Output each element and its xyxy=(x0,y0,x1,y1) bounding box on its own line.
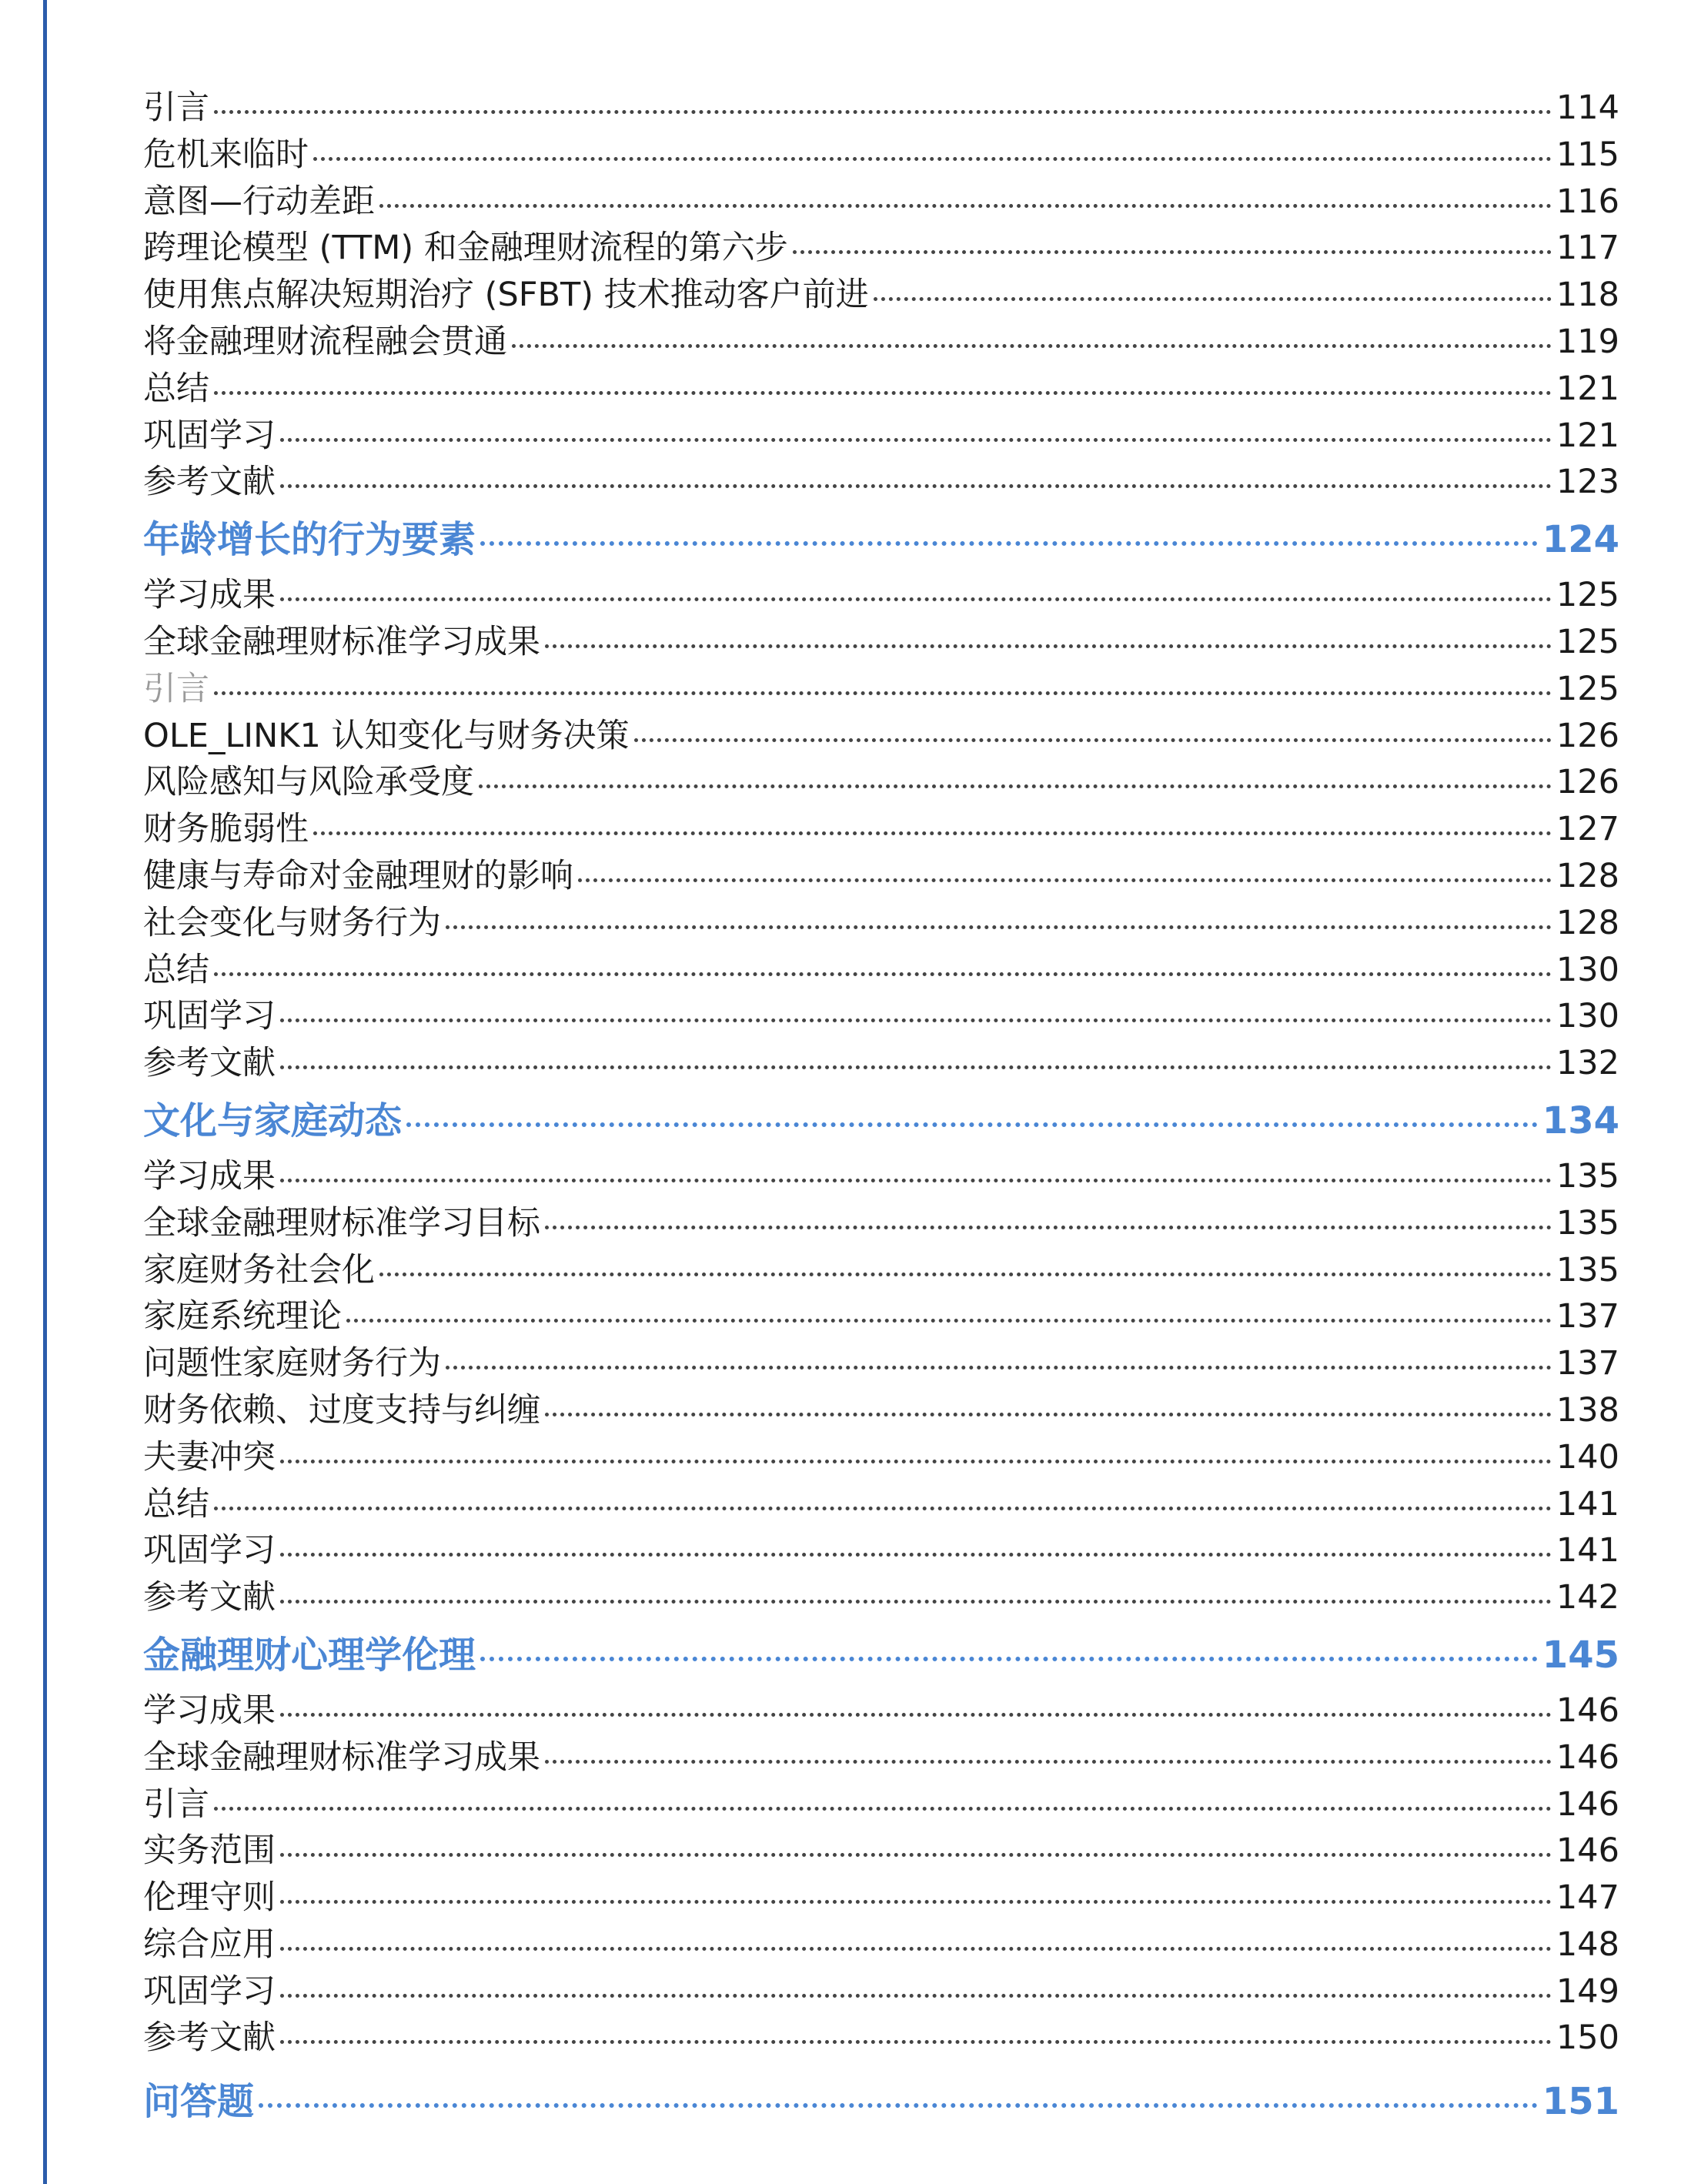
table-of-contents xyxy=(143,85,1619,2134)
toc-dot-leader xyxy=(313,831,1552,835)
toc-entry[interactable] xyxy=(143,1875,1619,1921)
toc-dot-leader xyxy=(280,1900,1552,1904)
toc-dot-leader xyxy=(545,644,1552,648)
toc-dot-leader xyxy=(280,1018,1552,1022)
toc-entry-title: 财务依赖、过度支持与纠缠 xyxy=(143,1390,540,1430)
toc-page-number: 141 xyxy=(1556,1531,1619,1570)
toc-entry[interactable] xyxy=(143,1781,1619,1828)
toc-entry-title: 参考文献 xyxy=(143,2018,276,2058)
toc-dot-leader xyxy=(280,1065,1552,1069)
toc-entry[interactable] xyxy=(143,179,1619,226)
toc-entry[interactable] xyxy=(143,1574,1619,1621)
toc-page-number: 126 xyxy=(1556,763,1619,802)
toc-entry[interactable] xyxy=(143,713,1619,760)
toc-page-number: 135 xyxy=(1556,1156,1619,1196)
toc-entry[interactable] xyxy=(143,1387,1619,1434)
toc-entry-title: 全球金融理财标准学习目标 xyxy=(143,1203,540,1243)
toc-page-number: 147 xyxy=(1556,1878,1619,1918)
toc-entry-title: 总结 xyxy=(143,1484,209,1523)
toc-entry-title: 家庭财务社会化 xyxy=(143,1250,375,1289)
toc-dot-leader xyxy=(379,1273,1552,1276)
toc-dot-leader xyxy=(280,1853,1552,1857)
toc-page-number: 150 xyxy=(1556,2018,1619,2058)
toc-page-number: 121 xyxy=(1556,369,1619,408)
toc-dot-leader xyxy=(634,738,1552,742)
toc-dot-leader xyxy=(446,1366,1552,1370)
toc-entry-title: 问题性家庭财务行为 xyxy=(143,1344,441,1383)
toc-page-number: 127 xyxy=(1556,810,1619,849)
toc-dot-leader xyxy=(214,691,1552,695)
toc-entry[interactable] xyxy=(143,1153,1619,1200)
toc-entry[interactable] xyxy=(143,1527,1619,1574)
toc-entry[interactable] xyxy=(143,225,1619,272)
toc-entry[interactable] xyxy=(143,413,1619,460)
toc-entry-title: 使用焦点解决短期治疗 (SFBT) 技术推动客户前进 xyxy=(143,276,869,315)
toc-dot-leader xyxy=(214,1807,1552,1811)
toc-entry-title: 伦理守则 xyxy=(143,1878,276,1918)
toc-chapter-heading[interactable] xyxy=(143,2079,1619,2125)
toc-entry-title: 全球金融理财标准学习成果 xyxy=(143,622,540,661)
toc-page-number: 123 xyxy=(1556,463,1619,502)
toc-entry-title: 学习成果 xyxy=(143,1691,276,1730)
toc-dot-leader xyxy=(346,1319,1552,1323)
toc-entry[interactable] xyxy=(143,806,1619,853)
toc-dot-leader xyxy=(280,438,1552,442)
toc-page-number: 119 xyxy=(1556,322,1619,361)
toc-entry-title: OLE_LINK1 认知变化与财务决策 xyxy=(143,716,630,755)
toc-entry[interactable] xyxy=(143,993,1619,1040)
toc-entry[interactable] xyxy=(143,1293,1619,1340)
toc-entry-title: 实务范围 xyxy=(143,1831,276,1871)
toc-chapter-heading[interactable] xyxy=(143,517,1619,563)
toc-entry-title: 引言 xyxy=(143,669,209,708)
toc-dot-leader xyxy=(280,1994,1552,1998)
toc-page-number: 121 xyxy=(1556,416,1619,455)
toc-dot-leader xyxy=(214,110,1552,114)
toc-entry[interactable] xyxy=(143,947,1619,994)
toc-page-number: 130 xyxy=(1556,997,1619,1036)
toc-entry[interactable] xyxy=(143,85,1619,132)
toc-dot-leader xyxy=(313,157,1552,161)
toc-page-number: 115 xyxy=(1556,135,1619,174)
toc-dot-leader xyxy=(480,1657,1538,1661)
toc-dot-leader xyxy=(214,391,1552,395)
toc-chapter-heading[interactable] xyxy=(143,1632,1619,1678)
toc-entry[interactable] xyxy=(143,619,1619,666)
toc-entry-title: 引言 xyxy=(143,89,209,127)
toc-page-number: 145 xyxy=(1542,1633,1619,1677)
toc-entry-title: 综合应用 xyxy=(143,1925,276,1964)
toc-page-number: 116 xyxy=(1556,182,1619,221)
toc-dot-leader xyxy=(406,1122,1538,1127)
toc-page-number: 149 xyxy=(1556,1972,1619,2011)
toc-dot-leader xyxy=(874,297,1552,301)
toc-page-number: 140 xyxy=(1556,1437,1619,1477)
toc-entry[interactable] xyxy=(143,1247,1619,1294)
toc-entry[interactable] xyxy=(143,1434,1619,1481)
toc-dot-leader xyxy=(545,1413,1552,1416)
toc-page-number: 146 xyxy=(1556,1738,1619,1777)
toc-page-number: 148 xyxy=(1556,1925,1619,1964)
toc-entry[interactable] xyxy=(143,459,1619,506)
toc-page-number: 130 xyxy=(1556,950,1619,989)
toc-entry[interactable] xyxy=(143,319,1619,366)
toc-page-number: 138 xyxy=(1556,1390,1619,1430)
toc-page-number: 124 xyxy=(1542,518,1619,562)
toc-entry[interactable] xyxy=(143,1340,1619,1387)
toc-entry[interactable] xyxy=(143,1481,1619,1528)
toc-entry-title: 巩固学习 xyxy=(143,1972,276,2011)
toc-chapter-title: 金融理财心理学伦理 xyxy=(143,1633,476,1677)
toc-page-number: 146 xyxy=(1556,1691,1619,1730)
toc-entry-title: 财务脆弱性 xyxy=(143,810,309,849)
toc-dot-leader xyxy=(545,1760,1552,1764)
toc-dot-leader xyxy=(259,2103,1538,2108)
toc-dot-leader xyxy=(280,1553,1552,1557)
toc-dot-leader xyxy=(578,878,1552,882)
toc-dot-leader xyxy=(379,204,1552,208)
toc-entry-title: 巩固学习 xyxy=(143,1531,276,1570)
toc-entry[interactable] xyxy=(143,2015,1619,2062)
toc-dot-leader xyxy=(280,1460,1552,1463)
toc-entry[interactable] xyxy=(143,853,1619,900)
toc-entry[interactable] xyxy=(143,1828,1619,1875)
toc-entry-title: 巩固学习 xyxy=(143,997,276,1036)
toc-page-number: 125 xyxy=(1556,669,1619,708)
toc-page-number: 137 xyxy=(1556,1344,1619,1383)
toc-page-number: 128 xyxy=(1556,903,1619,942)
toc-page-number: 117 xyxy=(1556,229,1619,268)
toc-entry-title: 总结 xyxy=(143,369,209,408)
toc-dot-leader xyxy=(793,250,1552,254)
toc-entry[interactable] xyxy=(143,1921,1619,1968)
toc-page-number: 135 xyxy=(1556,1250,1619,1289)
toc-entry[interactable] xyxy=(143,759,1619,806)
toc-page-number: 142 xyxy=(1556,1578,1619,1617)
toc-page-number: 135 xyxy=(1556,1203,1619,1243)
toc-chapter-heading[interactable] xyxy=(143,1098,1619,1144)
toc-page-number: 146 xyxy=(1556,1831,1619,1871)
toc-page-number: 141 xyxy=(1556,1484,1619,1523)
toc-dot-leader xyxy=(446,925,1552,929)
toc-page-number: 128 xyxy=(1556,856,1619,895)
toc-dot-leader xyxy=(480,541,1538,546)
toc-entry-title: 意图—行动差距 xyxy=(143,182,375,221)
toc-page-number: 125 xyxy=(1556,622,1619,661)
toc-entry-title: 全球金融理财标准学习成果 xyxy=(143,1738,540,1777)
toc-entry-title: 家庭系统理论 xyxy=(143,1297,342,1336)
toc-page-number: 114 xyxy=(1556,89,1619,127)
toc-dot-leader xyxy=(280,2040,1552,2044)
toc-entry-title: 危机来临时 xyxy=(143,135,309,174)
toc-dot-leader xyxy=(479,784,1552,788)
toc-entry-title: 参考文献 xyxy=(143,1578,276,1617)
toc-entry-title: 跨理论模型 (TTM) 和金融理财流程的第六步 xyxy=(143,229,788,268)
toc-entry[interactable] xyxy=(143,572,1619,619)
toc-entry[interactable] xyxy=(143,1200,1619,1247)
toc-page-number: 132 xyxy=(1556,1044,1619,1083)
toc-chapter-title: 问答题 xyxy=(143,2080,255,2124)
toc-page-number: 126 xyxy=(1556,716,1619,755)
toc-entry-title: 引言 xyxy=(143,1784,209,1824)
toc-dot-leader xyxy=(280,597,1552,601)
toc-page-number: 118 xyxy=(1556,276,1619,315)
toc-entry[interactable] xyxy=(143,366,1619,413)
toc-page-number: 125 xyxy=(1556,576,1619,615)
toc-page-number: 137 xyxy=(1556,1297,1619,1336)
toc-dot-leader xyxy=(214,972,1552,976)
toc-dot-leader xyxy=(280,1947,1552,1951)
toc-dot-leader xyxy=(280,484,1552,488)
toc-entry[interactable] xyxy=(143,666,1619,713)
toc-entry[interactable] xyxy=(143,1734,1619,1781)
toc-entry[interactable] xyxy=(143,1040,1619,1087)
toc-page-number: 146 xyxy=(1556,1784,1619,1824)
toc-entry-title: 社会变化与财务行为 xyxy=(143,903,441,942)
toc-entry-title: 学习成果 xyxy=(143,576,276,615)
toc-dot-leader xyxy=(280,1600,1552,1604)
toc-page-number: 151 xyxy=(1542,2080,1619,2124)
toc-entry-title: 参考文献 xyxy=(143,463,276,502)
toc-page-number: 134 xyxy=(1542,1099,1619,1142)
toc-entry-title: 学习成果 xyxy=(143,1156,276,1196)
toc-chapter-title: 文化与家庭动态 xyxy=(143,1099,403,1142)
toc-entry[interactable] xyxy=(143,132,1619,179)
toc-entry-title: 将金融理财流程融会贯通 xyxy=(143,322,507,361)
toc-dot-leader xyxy=(214,1507,1552,1510)
toc-entry[interactable] xyxy=(143,1687,1619,1734)
toc-chapter-title: 年龄增长的行为要素 xyxy=(143,518,476,562)
toc-dot-leader xyxy=(280,1713,1552,1717)
toc-dot-leader xyxy=(545,1226,1552,1229)
toc-dot-leader xyxy=(280,1179,1552,1182)
toc-entry-title: 健康与寿命对金融理财的影响 xyxy=(143,856,573,895)
margin-rule xyxy=(43,0,47,2184)
toc-dot-leader xyxy=(512,344,1552,348)
toc-entry-title: 夫妻冲突 xyxy=(143,1437,276,1477)
toc-entry-title: 总结 xyxy=(143,950,209,989)
toc-entry[interactable] xyxy=(143,900,1619,947)
toc-entry[interactable] xyxy=(143,1968,1619,2015)
toc-entry-title: 参考文献 xyxy=(143,1044,276,1083)
toc-entry-title: 巩固学习 xyxy=(143,416,276,455)
toc-entry[interactable] xyxy=(143,272,1619,319)
toc-entry-title: 风险感知与风险承受度 xyxy=(143,763,474,802)
